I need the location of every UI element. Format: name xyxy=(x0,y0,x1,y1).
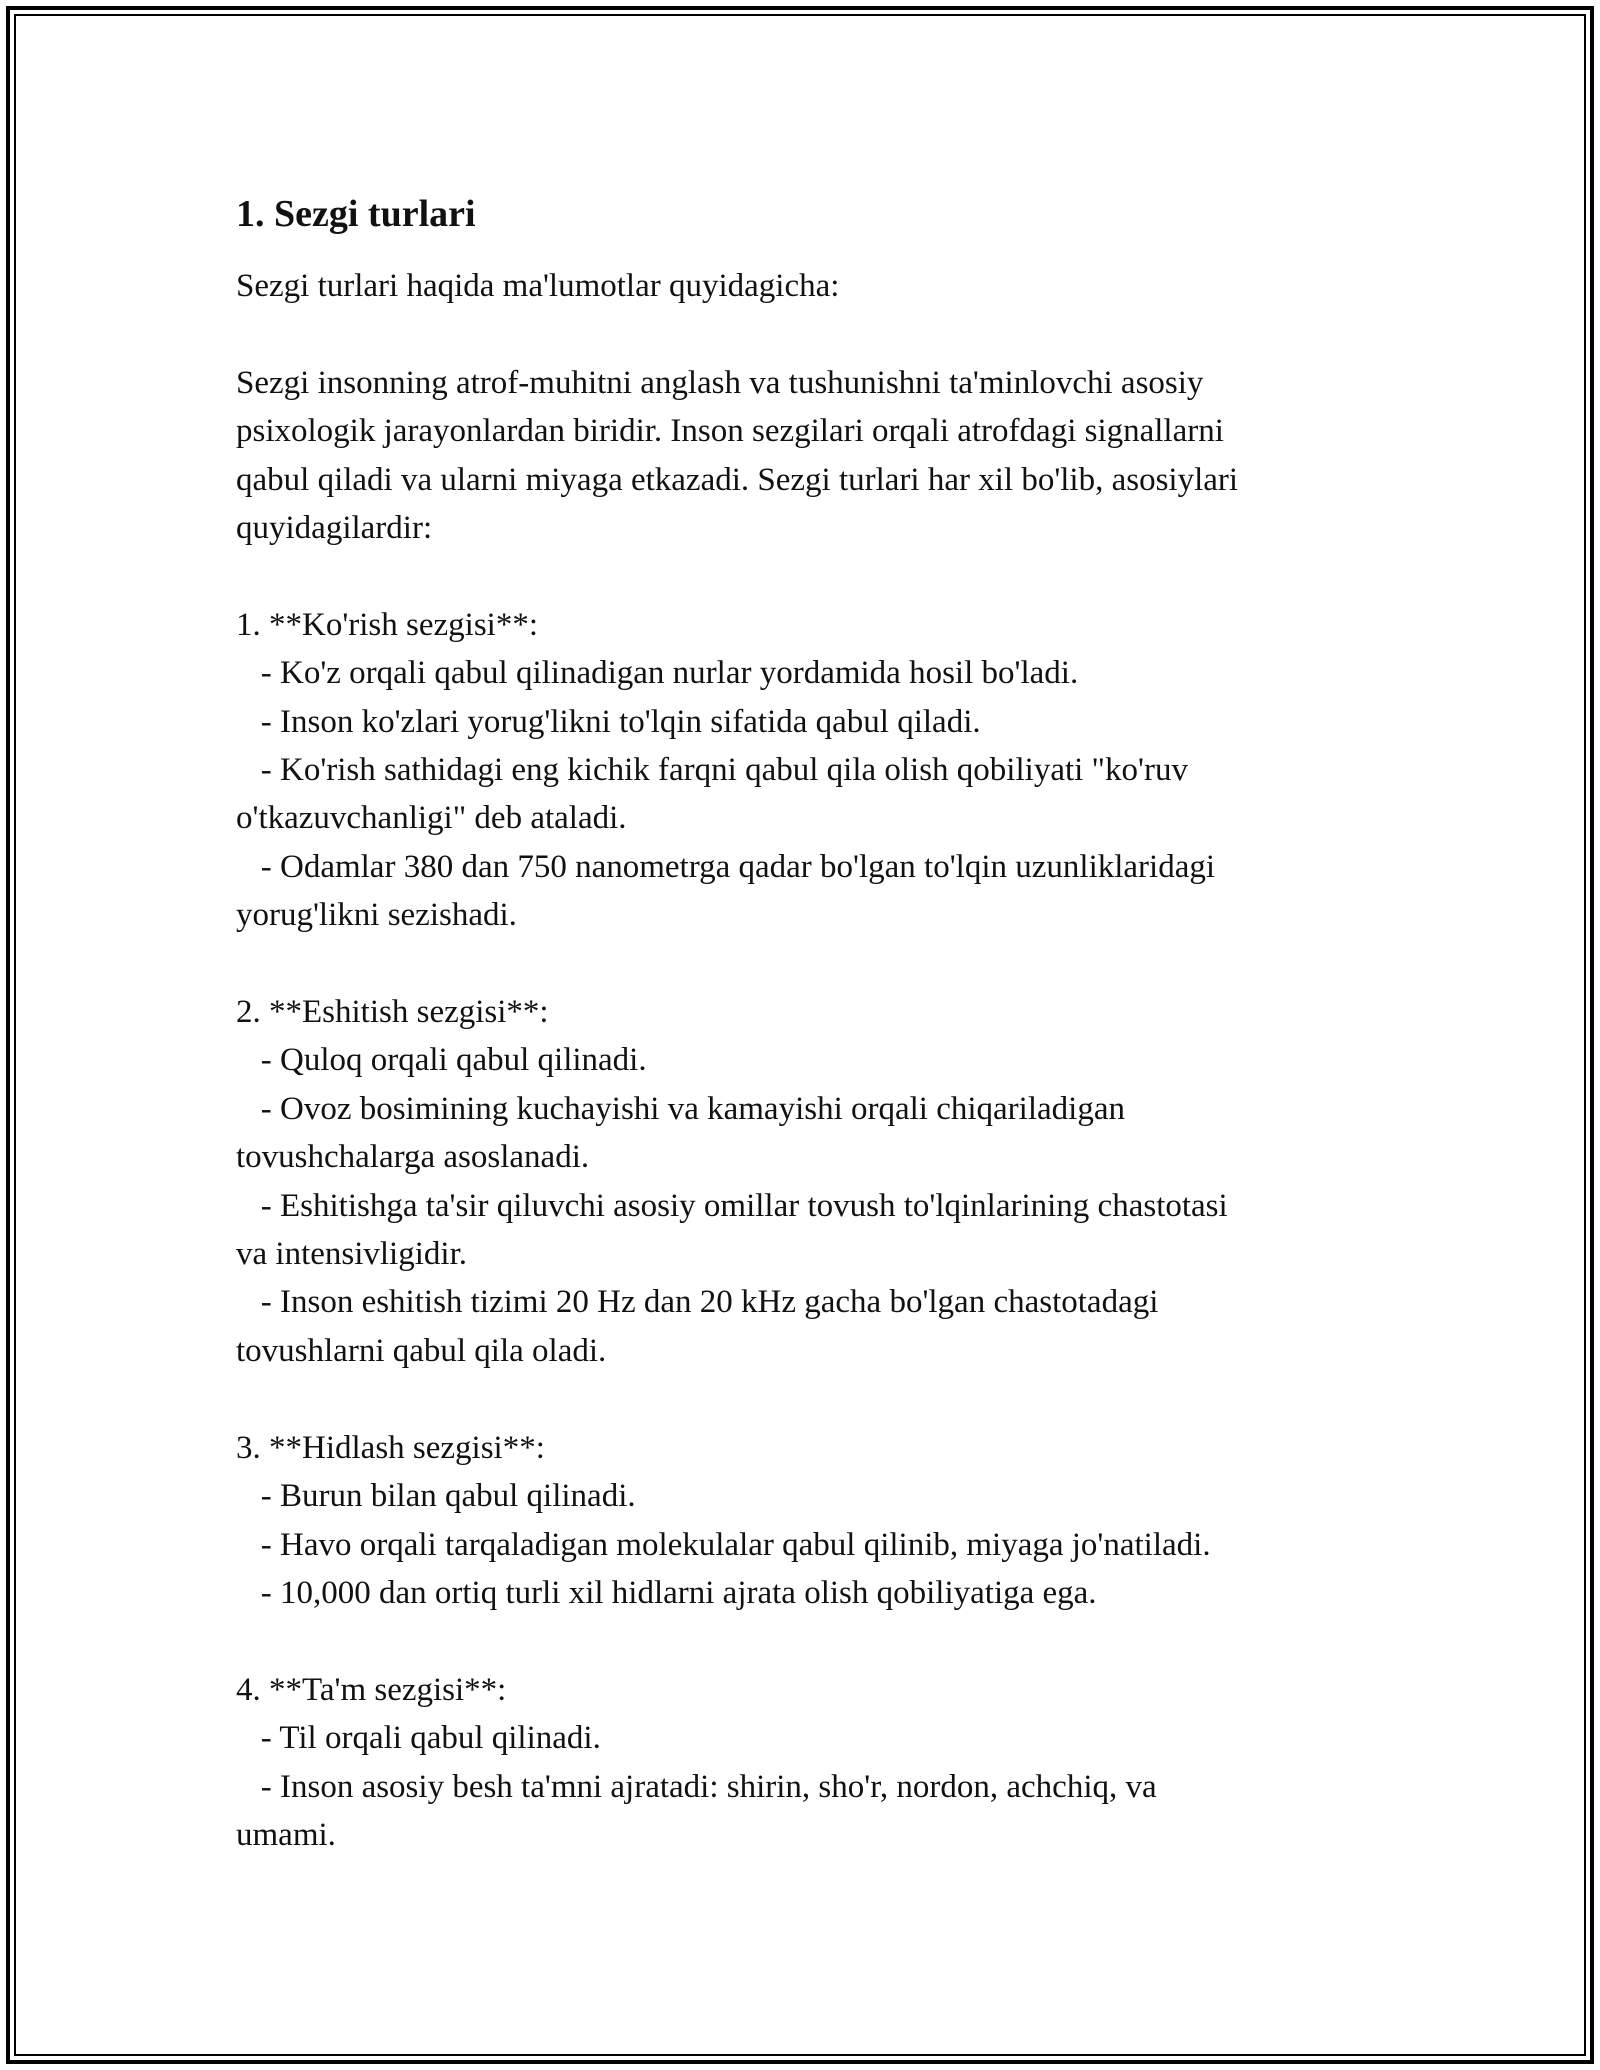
intro-paragraph xyxy=(236,359,1366,553)
paragraph-line: qabul qiladi va ularni miyaga etkazadi. Sezgi turlari har xil bo'lib, asosiylari xyxy=(236,461,1239,498)
section-heading: 1. Sezgi turlari xyxy=(236,193,476,235)
document-body xyxy=(236,188,1366,1859)
section-line: tovushchalarga asoslanadi. xyxy=(236,1139,590,1176)
section-line: umami. xyxy=(236,1816,336,1853)
blank-line xyxy=(236,1375,1366,1423)
section-line: - Havo orqali tarqaladigan molekulalar qabul qilinib, miyaga jo'natiladi. xyxy=(236,1526,1211,1563)
section-line: o'tkazuvchanligi" deb ataladi. xyxy=(236,800,627,837)
section-line: - Eshitishga ta'sir qiluvchi asosiy omillar tovush to'lqinlarining chastotasi xyxy=(236,1187,1228,1224)
blank-line xyxy=(236,552,1366,600)
paragraph-line: Sezgi insonning atrof-muhitni anglash va tushunishni ta'minlovchi asosiy xyxy=(236,364,1204,401)
section-vision xyxy=(236,601,1366,940)
section-title: 3. **Hidlash sezgisi**: xyxy=(236,1429,545,1466)
paragraph-line: quyidagilardir: xyxy=(236,510,433,547)
section-line: - Ovoz bosimining kuchayishi va kamayishi orqali chiqariladigan xyxy=(236,1090,1125,1127)
section-line: - Ko'z orqali qabul qilinadigan nurlar yordamida hosil bo'ladi. xyxy=(236,655,1079,692)
section-line: - Inson asosiy besh ta'mni ajratadi: shirin, sho'r, nordon, achchiq, va xyxy=(236,1768,1157,1805)
section-hearing xyxy=(236,988,1366,1375)
section-title: 2. **Eshitish sezgisi**: xyxy=(236,994,549,1031)
blank-line xyxy=(236,940,1366,988)
blank-line xyxy=(236,310,1366,358)
blank-line xyxy=(236,1617,1366,1665)
section-line: - Ko'rish sathidagi eng kichik farqni qabul qila olish qobiliyati "ko'ruv xyxy=(236,752,1188,789)
section-line: - 10,000 dan ortiq turli xil hidlarni ajrata olish qobiliyatiga ega. xyxy=(236,1574,1097,1611)
section-line: yorug'likni sezishadi. xyxy=(236,897,517,934)
section-line: tovushlarni qabul qila oladi. xyxy=(236,1332,607,1369)
section-line: - Til orqali qabul qilinadi. xyxy=(236,1720,601,1757)
section-title: 4. **Ta'm sezgisi**: xyxy=(236,1671,507,1708)
section-line: - Odamlar 380 dan 750 nanometrga qadar bo'lgan to'lqin uzunliklaridagi xyxy=(236,848,1216,885)
section-smell xyxy=(236,1424,1366,1618)
section-line: - Inson ko'zlari yorug'likni to'lqin sifatida qabul qiladi. xyxy=(236,703,981,740)
paragraph-line: psixologik jarayonlardan biridir. Inson sezgilari orqali atrofdagi signallarni xyxy=(236,413,1224,450)
section-line: - Inson eshitish tizimi 20 Hz dan 20 kHz gacha bo'lgan chastotadagi xyxy=(236,1284,1159,1321)
section-title: 1. **Ko'rish sezgisi**: xyxy=(236,606,539,643)
section-line: va intensivligidir. xyxy=(236,1236,467,1273)
section-line: - Burun bilan qabul qilinadi. xyxy=(236,1478,636,1515)
section-taste xyxy=(236,1666,1366,1860)
intro-line: Sezgi turlari haqida ma'lumotlar quyidagicha: xyxy=(236,268,840,304)
section-line: - Quloq orqali qabul qilinadi. xyxy=(236,1042,647,1079)
